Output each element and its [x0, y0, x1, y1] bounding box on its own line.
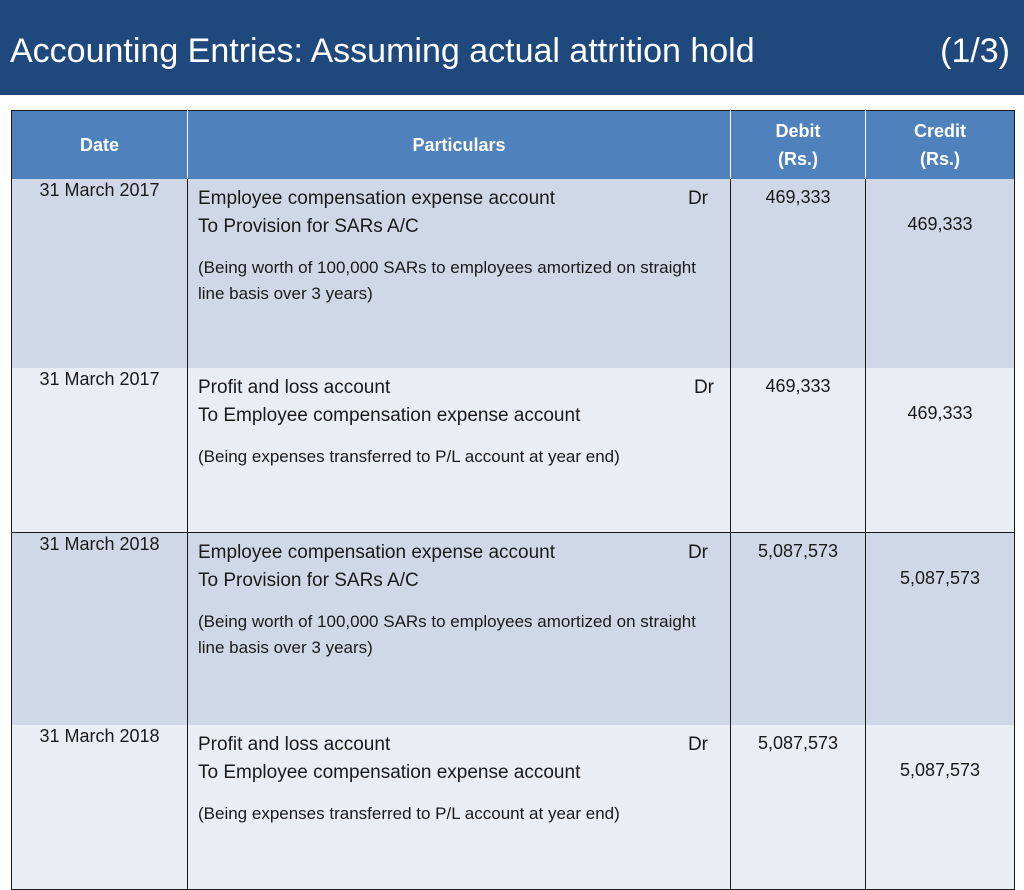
credit-account: To Employee compensation expense account: [198, 405, 581, 426]
debit-amount: 5,087,573: [731, 725, 866, 890]
entry-date: 31 March 2017: [12, 179, 188, 368]
table-row: [12, 533, 1015, 726]
credit-account: To Employee compensation expense account: [198, 762, 581, 783]
credit-account-line: [198, 213, 720, 241]
credit-account-line: [198, 402, 720, 430]
entry-particulars: [188, 533, 731, 726]
debit-account-line: [198, 185, 720, 213]
header-debit: [731, 111, 866, 180]
table-row: [12, 368, 1015, 533]
narration: (Being expenses transferred to P/L account at year end): [198, 447, 620, 466]
table-header-row: [12, 111, 1015, 180]
credit-account-line: [198, 567, 720, 595]
journal-entries-table: [11, 110, 1015, 890]
header-debit-line1: Debit: [775, 121, 821, 141]
narration: (Being worth of 100,000 SARs to employees amortized on straight line basis over 3 years): [198, 612, 696, 657]
dr-marker: Dr: [687, 734, 708, 755]
credit-amount: 5,087,573: [866, 533, 1015, 726]
credit-amount: 469,333: [866, 368, 1015, 533]
title-bar: [0, 0, 1024, 95]
debit-account: Employee compensation expense account: [198, 188, 556, 209]
narration: (Being worth of 100,000 SARs to employees amortized on straight line basis over 3 years): [198, 258, 696, 303]
debit-account-line: [198, 731, 720, 759]
header-credit-line1: Credit: [913, 121, 966, 141]
narration: (Being expenses transferred to P/L account at year end): [198, 804, 620, 823]
header-date: Date: [12, 111, 188, 180]
table-row: [12, 725, 1015, 890]
entry-date: 31 March 2017: [12, 368, 188, 533]
dr-marker: Dr: [693, 377, 714, 398]
entry-particulars: [188, 368, 731, 533]
debit-account: Profit and loss account: [198, 377, 391, 398]
entry-particulars: [188, 179, 731, 368]
credit-account-line: [198, 759, 720, 787]
entry-date: 31 March 2018: [12, 533, 188, 726]
debit-amount: 5,087,573: [731, 533, 866, 726]
debit-amount: 469,333: [731, 368, 866, 533]
entry-date: 31 March 2018: [12, 725, 188, 890]
header-credit: [866, 111, 1015, 180]
debit-account-line: [198, 374, 720, 402]
debit-account-line: [198, 539, 720, 567]
credit-amount: 5,087,573: [866, 725, 1015, 890]
slide-title: Accounting Entries: Assuming actual attrition hold: [10, 32, 755, 70]
header-particulars: Particulars: [188, 111, 731, 180]
dr-marker: Dr: [687, 542, 708, 563]
dr-marker: Dr: [687, 188, 708, 209]
table-row: [12, 179, 1015, 368]
page-indicator: (1/3): [940, 32, 1010, 70]
entry-particulars: [188, 725, 731, 890]
header-debit-line2: (Rs.): [778, 149, 818, 169]
debit-account: Profit and loss account: [198, 734, 391, 755]
credit-amount: 469,333: [866, 179, 1015, 368]
debit-amount: 469,333: [731, 179, 866, 368]
credit-account: To Provision for SARs A/C: [198, 570, 419, 591]
credit-account: To Provision for SARs A/C: [198, 216, 419, 237]
debit-account: Employee compensation expense account: [198, 542, 556, 563]
header-credit-line2: (Rs.): [920, 149, 960, 169]
